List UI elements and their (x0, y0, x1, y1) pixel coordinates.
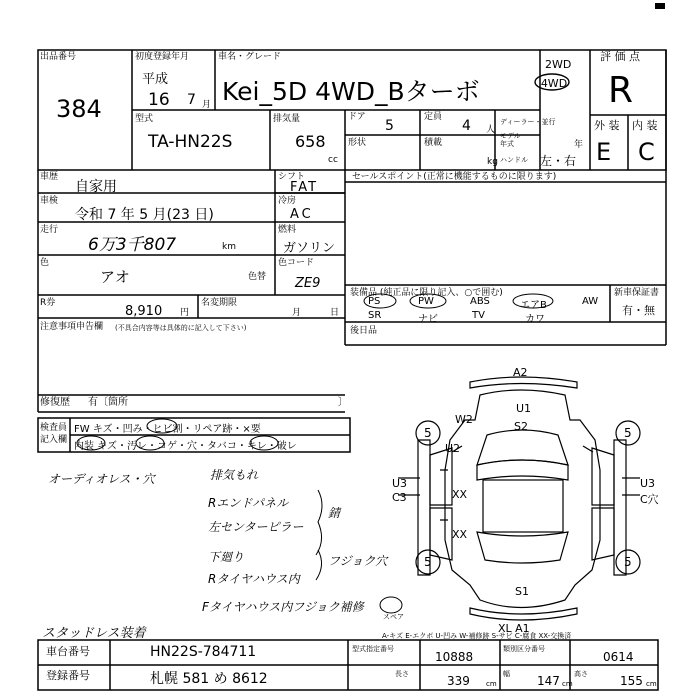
equip-navi: ナビ (418, 314, 438, 325)
mark-u2: U2 (445, 442, 461, 455)
class-no-label: 類別区分番号 (503, 645, 545, 653)
eval-label: 評 価 点 (600, 50, 640, 63)
capacity-unit: 人 (486, 125, 496, 135)
lot-no-label: 出品番号 (40, 52, 77, 62)
inspector-row1: FW キズ・凹み・ヒビ割・リペア跡・×要 (74, 424, 261, 435)
mark-a2: A2 (513, 366, 528, 379)
width-unit: cm (562, 680, 573, 688)
color-label: 色 (40, 258, 50, 268)
model-label: 型式 (135, 114, 154, 124)
mark-5-rl: 5 (424, 555, 432, 569)
plate-label: 登録番号 (46, 669, 90, 682)
fuel-label: 燃料 (278, 225, 297, 235)
mark-u1-top: U1 (516, 402, 532, 415)
handnote-corrosion: フジョク穴 (328, 554, 388, 568)
color: アオ (100, 268, 130, 286)
length-unit: cm (486, 680, 497, 688)
mark-xx-2: XX (452, 528, 468, 541)
exterior-grade: E (596, 138, 612, 166)
equipment-label: 装備品 (純正品に限り記入、○で囲む) (350, 288, 503, 298)
inspector-row2: 内装 キズ・汚レ・コゲ・穴・タバコ・キレ・破レ (74, 441, 297, 452)
fuel: ガソリン (283, 241, 336, 256)
mark-s1: S1 (515, 585, 529, 598)
mark-u3-left: U3 (392, 477, 408, 490)
handle-label: ハンドル (500, 156, 528, 164)
drive-4wd: 4WD (540, 77, 568, 90)
color-no-label: 色替 (248, 272, 267, 282)
mileage: 6万3千807 (88, 235, 177, 255)
equip-sr: SR (368, 310, 382, 321)
displacement: 658 (295, 132, 326, 151)
repair-value: 有〔箇所 (88, 397, 128, 408)
handle: 左・右 (540, 154, 577, 168)
handnote-exhaust: 排気もれ (210, 468, 259, 482)
width: 147 (537, 674, 560, 688)
load-label: 積載 (424, 138, 443, 148)
handnote-underbody: 下廻り (208, 550, 245, 564)
reg-year: 16 (148, 90, 170, 110)
equip-leather: カワ (525, 314, 545, 325)
handnote-rear-wheelhouse: Rタイヤハウス内 (208, 572, 300, 586)
inspector-label: 検査員記入欄 (40, 423, 68, 445)
displacement-label: 排気量 (273, 114, 301, 124)
handnote-rear-panel: Rエンドパネル (208, 496, 289, 510)
capacity: 4 (462, 118, 471, 134)
handnote-rust: 錆 (328, 506, 341, 520)
name-grade: Kei_5D 4WD_Bターボ (222, 77, 480, 106)
rear-seat-label: 後日品 (350, 326, 378, 336)
type-no: 10888 (435, 650, 474, 664)
type-no-label: 型式指定番号 (352, 645, 394, 653)
mark-u3-right: U3 (640, 477, 656, 490)
sales-point-label: セールスポイント(正常に機能するものに限ります) (352, 172, 557, 182)
equip-abs: ABS (470, 296, 490, 307)
chassis-label: 車台番号 (46, 645, 90, 658)
handnote-front-wheelhouse: Fタイヤハウス内フジョク補修 (202, 600, 364, 614)
era: 平成 (142, 72, 169, 87)
plate: 札幌 581 め 8612 (150, 671, 268, 687)
reg-month: 7 (187, 92, 196, 108)
load-unit: kg (487, 157, 498, 167)
mark-c-hole: C穴 (640, 493, 659, 506)
notes-sub: (不具合内容等は具体的に記入して下さい) (115, 324, 247, 332)
history-label: 車歴 (40, 172, 59, 182)
lot-no: 384 (56, 95, 102, 123)
inspection-label: 車検 (40, 196, 59, 206)
handnote-studless: スタッドレス装着 (42, 626, 146, 641)
repair-label: 修復歴 (40, 397, 70, 408)
color-code-label: 色コード (278, 258, 315, 268)
width-label: 幅 (503, 670, 510, 678)
ac-label: 冷房 (278, 196, 297, 206)
first-reg-label: 初度登録年月 (135, 52, 190, 62)
repair-bracket: 〕 (338, 397, 348, 408)
mark-5-rr: 5 (624, 555, 632, 569)
interior-label: 内 装 (632, 119, 658, 132)
length-label: 長さ (395, 670, 409, 678)
mark-xx-1: XX (452, 488, 468, 501)
equip-tv: TV (472, 310, 485, 321)
mark-xl-a1: XL A1 (498, 622, 530, 635)
dealer-label: ディーラー・並行 (500, 118, 556, 126)
month-unit: 月 (202, 100, 212, 110)
class-no: 0614 (603, 650, 634, 664)
mileage-unit: km (222, 242, 236, 252)
mark-s2: S2 (514, 420, 528, 433)
shift: FAT (290, 180, 319, 195)
notes-label: 注意事項申告欄 (40, 322, 104, 332)
mark-c3-left: C3 (392, 491, 407, 504)
history: 自家用 (75, 179, 117, 195)
handnote-center-pillar: 左センターピラー (208, 520, 304, 534)
eval-score: R (608, 70, 634, 111)
handnote-audio: オーディオレス・穴 (48, 472, 155, 486)
name-change-day: 日 (330, 308, 340, 318)
equip-aw: AW (582, 296, 599, 307)
doors-label: ドア (348, 112, 366, 122)
handnote-spare: スペア (383, 613, 404, 621)
height-label: 高さ (574, 670, 588, 678)
equip-airbag: エアB (520, 300, 547, 311)
year-unit: 年 (574, 140, 584, 150)
model: TA-HN22S (148, 132, 233, 152)
damage-legend: A-キズ E-エクボ U-凹み W-補修跡 S-サビ C-腐食 XX-交換済 (382, 632, 572, 640)
equip-ps: PS (368, 296, 381, 307)
height-unit: cm (646, 680, 657, 688)
equip-pw: PW (418, 296, 434, 307)
mark-5-fr: 5 (624, 426, 632, 440)
displacement-unit: cc (328, 155, 338, 165)
warranty-value: 有・無 (622, 304, 655, 317)
mark-5-fl: 5 (424, 426, 432, 440)
r-unit: 円 (180, 308, 190, 318)
height: 155 (620, 674, 643, 688)
length: 339 (447, 674, 470, 688)
capacity-label: 定員 (424, 112, 443, 122)
name-grade-label: 車名・グレード (218, 52, 282, 62)
drive-2wd: 2WD (545, 58, 572, 71)
shape-label: 形状 (348, 138, 367, 148)
mileage-label: 走行 (40, 225, 59, 235)
model-year-label: モデル年式 (500, 132, 521, 148)
interior-grade: C (638, 138, 655, 166)
r-label: R券 (40, 298, 56, 308)
inspection: 令和 7 年 5 月(23 日) (75, 207, 214, 223)
r-value: 8,910 (125, 304, 163, 319)
color-code: ZE9 (295, 276, 321, 291)
chassis: HN22S-784711 (150, 644, 257, 660)
name-change-month: 月 (292, 308, 302, 318)
exterior-label: 外 装 (594, 119, 620, 132)
warranty-label: 新車保証書 (614, 288, 660, 298)
mark-w2: W2 (455, 413, 473, 426)
ac: AC (290, 207, 314, 222)
shift-label: シフト (278, 172, 306, 182)
doors: 5 (385, 118, 394, 134)
name-change-label: 名変期限 (201, 298, 238, 308)
